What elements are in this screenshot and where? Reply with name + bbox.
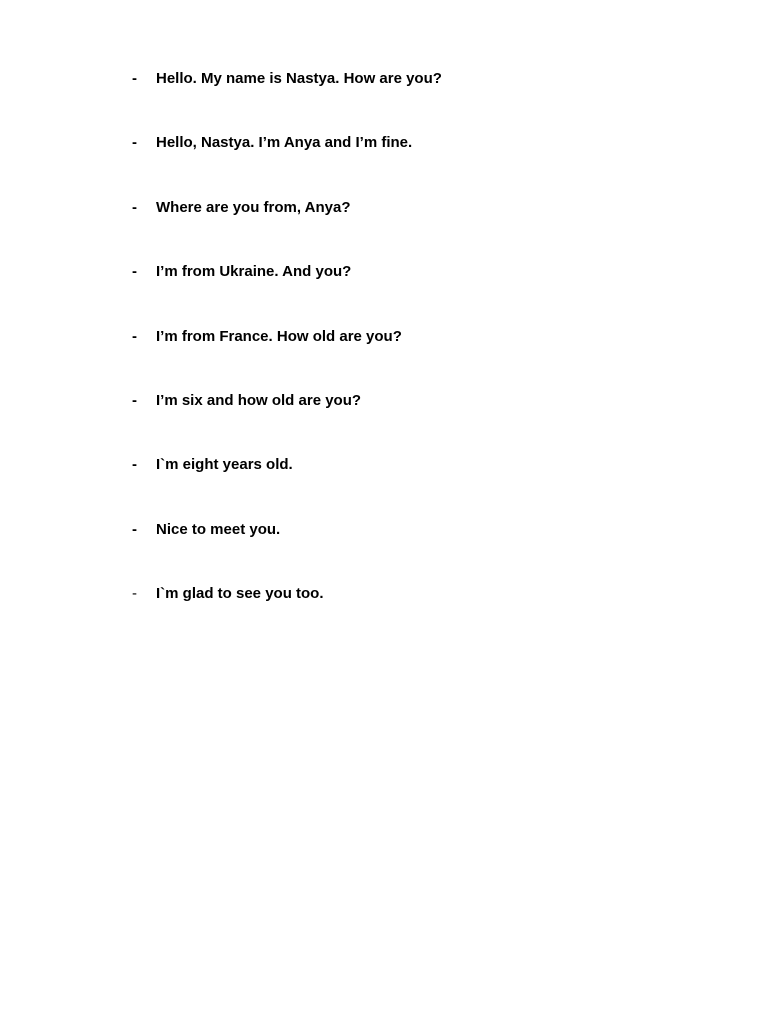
dash-marker: - (132, 520, 137, 538)
dash-marker: - (132, 585, 137, 603)
dialogue-list (0, 68, 768, 648)
dialogue-text: Where are you from, Anya? (156, 198, 351, 216)
dash-marker: - (132, 263, 137, 281)
dialogue-text: I’m from France. How old are you? (156, 327, 402, 345)
dash-marker: - (132, 134, 137, 152)
dialogue-text: Hello, Nastya. I’m Anya and I’m fine. (156, 134, 413, 152)
dialogue-text: Hello. My name is Nastya. How are you? (156, 70, 442, 87)
dialogue-text: I’m six and how old are you? (156, 391, 362, 409)
dialogue-line (0, 326, 768, 390)
dialogue-text: I`m glad to see you too. (156, 585, 324, 603)
dash-marker: - (132, 198, 137, 216)
dialogue-line (0, 261, 768, 325)
dialogue-text: Nice to meet you. (156, 520, 281, 538)
dialogue-line (0, 197, 768, 261)
dialogue-line (0, 68, 768, 132)
dialogue-line (0, 519, 768, 583)
dash-marker: - (132, 456, 137, 474)
dialogue-line (0, 583, 768, 647)
dialogue-text: I’m from Ukraine. And you? (156, 263, 352, 281)
dialogue-line (0, 132, 768, 196)
dialogue-text: I`m eight years old. (156, 456, 293, 474)
dash-marker: - (132, 327, 137, 345)
dialogue-line (0, 454, 768, 518)
dash-marker: - (132, 391, 137, 409)
dialogue-line (0, 390, 768, 454)
dash-marker: - (132, 70, 137, 87)
